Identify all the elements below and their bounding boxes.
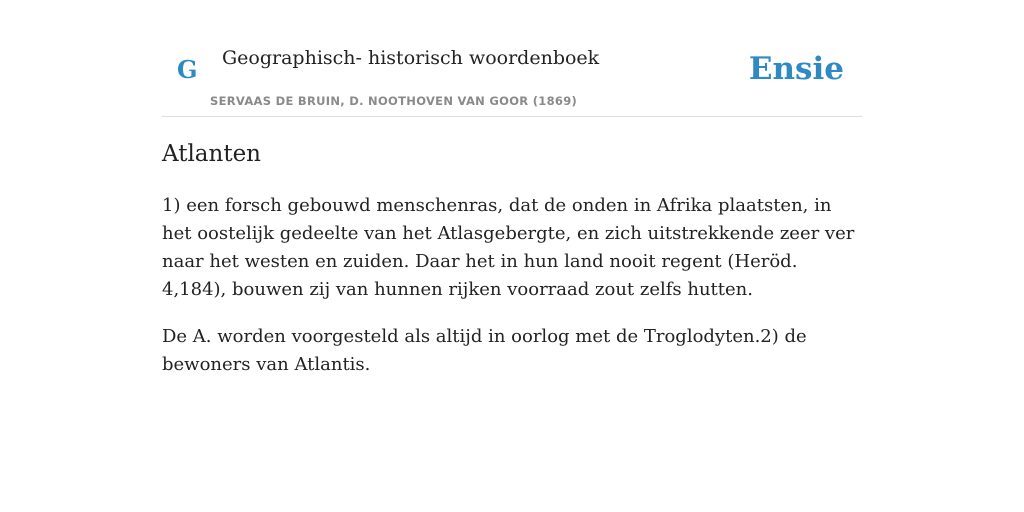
entry-content [162,138,862,379]
dictionary-title-link[interactable]: Geographisch- historisch woordenboek [222,47,600,69]
dictionary-author-line: SERVAAS DE BRUIN, D. NOOTHOVEN VAN GOOR (1869) [210,94,578,108]
entry-paragraph: 1) een forsch gebouwd menschenras, dat de onden in Afrika plaatsten, in het oostelijk gedeelte van het Atlasgebergte, en zich uitstrekkende zeer ver naar het westen en zuiden. Daar het in hun land nooit regent (Heröd. 4,184), bouwen zij van hunnen rijken voorraad zout zelfs hutten. [162,195,855,300]
entry-paragraph: De A. worden voorgesteld als altijd in oorlog met de Troglodyten.2) de bewoners van Atlantis. [162,326,807,375]
entry-title: Atlanten [162,141,261,167]
ensie-brand-logo[interactable]: Ensie [748,51,844,87]
dictionary-logo-letter[interactable]: G [177,55,198,84]
dictionary-header [162,0,862,117]
